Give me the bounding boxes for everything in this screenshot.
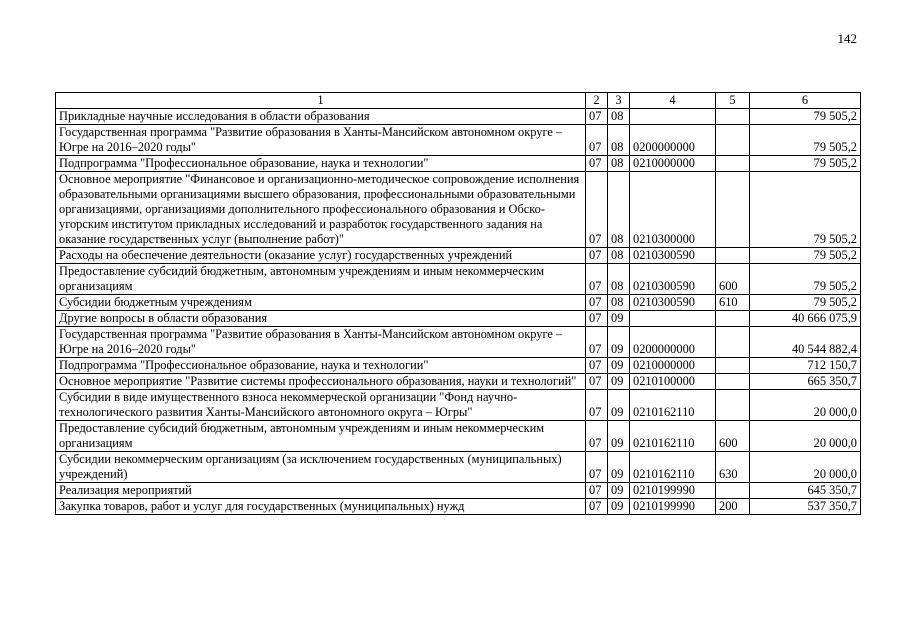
- cell-subsection: 09: [608, 499, 630, 515]
- cell-expense-type: [716, 483, 750, 499]
- cell-target-article: 0210300000: [630, 172, 716, 248]
- cell-name: Субсидии в виде имущественного взноса некоммерческой организации "Фонд научно-технологического развития Ханты-Мансийского автономного округа – Югры": [56, 390, 586, 421]
- cell-section: 07: [586, 156, 608, 172]
- cell-expense-type: 630: [716, 452, 750, 483]
- cell-target-article: [630, 109, 716, 125]
- cell-target-article: 0210162110: [630, 452, 716, 483]
- cell-expense-type: [716, 172, 750, 248]
- cell-target-article: 0210300590: [630, 295, 716, 311]
- header-cell-target-article: 4: [630, 93, 716, 109]
- cell-amount: 79 505,2: [750, 109, 861, 125]
- table-row: [56, 390, 861, 421]
- cell-amount: 20 000,0: [750, 390, 861, 421]
- cell-amount: 40 544 882,4: [750, 327, 861, 358]
- cell-subsection: 08: [608, 125, 630, 156]
- cell-subsection: 08: [608, 156, 630, 172]
- table-row: [56, 483, 861, 499]
- cell-expense-type: [716, 390, 750, 421]
- table-row: [56, 264, 861, 295]
- cell-target-article: 0210000000: [630, 156, 716, 172]
- cell-name: Расходы на обеспечение деятельности (оказание услуг) государственных учреждений: [56, 248, 586, 264]
- cell-name: Прикладные научные исследования в области образования: [56, 109, 586, 125]
- cell-expense-type: 200: [716, 499, 750, 515]
- cell-amount: 79 505,2: [750, 264, 861, 295]
- cell-expense-type: [716, 311, 750, 327]
- cell-name: Основное мероприятие "Развитие системы профессионального образования, науки и технологий": [56, 374, 586, 390]
- cell-amount: 79 505,2: [750, 172, 861, 248]
- table-row: [56, 452, 861, 483]
- table-row: [56, 421, 861, 452]
- cell-section: 07: [586, 172, 608, 248]
- table-row: [56, 374, 861, 390]
- cell-target-article: 0210100000: [630, 374, 716, 390]
- header-cell-expense-type: 5: [716, 93, 750, 109]
- cell-amount: 40 666 075,9: [750, 311, 861, 327]
- cell-name: Реализация мероприятий: [56, 483, 586, 499]
- cell-subsection: 09: [608, 452, 630, 483]
- cell-section: 07: [586, 390, 608, 421]
- cell-subsection: 09: [608, 358, 630, 374]
- cell-expense-type: [716, 327, 750, 358]
- cell-section: 07: [586, 264, 608, 295]
- cell-name: Закупка товаров, работ и услуг для государственных (муниципальных) нужд: [56, 499, 586, 515]
- cell-target-article: 0200000000: [630, 125, 716, 156]
- cell-target-article: 0210162110: [630, 421, 716, 452]
- cell-amount: 645 350,7: [750, 483, 861, 499]
- cell-subsection: 08: [608, 264, 630, 295]
- cell-expense-type: [716, 109, 750, 125]
- cell-name: Подпрограмма "Профессиональное образование, наука и технологии": [56, 358, 586, 374]
- cell-section: 07: [586, 452, 608, 483]
- table-row: [56, 125, 861, 156]
- cell-amount: 79 505,2: [750, 125, 861, 156]
- cell-subsection: 09: [608, 483, 630, 499]
- table-header-row: [56, 93, 861, 109]
- cell-amount: 79 505,2: [750, 248, 861, 264]
- header-cell-section: 2: [586, 93, 608, 109]
- cell-subsection: 09: [608, 374, 630, 390]
- cell-subsection: 09: [608, 390, 630, 421]
- cell-expense-type: [716, 374, 750, 390]
- cell-name: Другие вопросы в области образования: [56, 311, 586, 327]
- table-row: [56, 327, 861, 358]
- cell-name: Субсидии некоммерческим организациям (за исключением государственных (муниципальных) учреждений): [56, 452, 586, 483]
- table-row: [56, 248, 861, 264]
- header-cell-amount: 6: [750, 93, 861, 109]
- cell-expense-type: [716, 248, 750, 264]
- cell-amount: 665 350,7: [750, 374, 861, 390]
- cell-expense-type: 600: [716, 264, 750, 295]
- cell-section: 07: [586, 125, 608, 156]
- cell-name: Предоставление субсидий бюджетным, автономным учреждениям и иным некоммерческим организациям: [56, 264, 586, 295]
- cell-expense-type: [716, 358, 750, 374]
- cell-amount: 79 505,2: [750, 156, 861, 172]
- cell-subsection: 08: [608, 248, 630, 264]
- cell-target-article: 0200000000: [630, 327, 716, 358]
- cell-subsection: 08: [608, 172, 630, 248]
- table-row: [56, 311, 861, 327]
- cell-subsection: 09: [608, 421, 630, 452]
- cell-name: Государственная программа "Развитие образования в Ханты-Мансийском автономном округе – Югре на 2016–2020 годы": [56, 125, 586, 156]
- budget-table: [55, 92, 861, 515]
- cell-section: 07: [586, 358, 608, 374]
- cell-subsection: 09: [608, 311, 630, 327]
- cell-target-article: 0210162110: [630, 390, 716, 421]
- cell-name: Подпрограмма "Профессиональное образование, наука и технологии": [56, 156, 586, 172]
- table-row: [56, 358, 861, 374]
- cell-name: Основное мероприятие "Финансовое и организационно-методическое сопровождение исполнения образовательными организациями высшего образования, профессиональными образовательными организациями, организациями дополнительного профессионального образования и Обско-угорским институтом прикладных исследований и разработок государственного задания на оказание государственных услуг (выполнение работ)": [56, 172, 586, 248]
- table-row: [56, 295, 861, 311]
- cell-section: 07: [586, 248, 608, 264]
- page-number: 142: [837, 31, 857, 46]
- cell-section: 07: [586, 311, 608, 327]
- cell-expense-type: 610: [716, 295, 750, 311]
- cell-target-article: 0210000000: [630, 358, 716, 374]
- cell-amount: 79 505,2: [750, 295, 861, 311]
- table-row: [56, 172, 861, 248]
- cell-section: 07: [586, 109, 608, 125]
- budget-table-body: [56, 93, 861, 515]
- cell-target-article: 0210199990: [630, 483, 716, 499]
- table-row: [56, 109, 861, 125]
- cell-amount: 537 350,7: [750, 499, 861, 515]
- cell-subsection: 08: [608, 295, 630, 311]
- cell-target-article: 0210300590: [630, 248, 716, 264]
- cell-target-article: [630, 311, 716, 327]
- cell-section: 07: [586, 295, 608, 311]
- cell-target-article: 0210300590: [630, 264, 716, 295]
- cell-name: Государственная программа "Развитие образования в Ханты-Мансийском автономном округе – Югре на 2016–2020 годы": [56, 327, 586, 358]
- cell-target-article: 0210199990: [630, 499, 716, 515]
- header-cell-subsection: 3: [608, 93, 630, 109]
- table-row: [56, 499, 861, 515]
- cell-expense-type: [716, 156, 750, 172]
- header-cell-name: 1: [56, 93, 586, 109]
- cell-name: Субсидии бюджетным учреждениям: [56, 295, 586, 311]
- cell-section: 07: [586, 483, 608, 499]
- cell-section: 07: [586, 374, 608, 390]
- cell-subsection: 09: [608, 327, 630, 358]
- cell-expense-type: 600: [716, 421, 750, 452]
- cell-subsection: 08: [608, 109, 630, 125]
- cell-amount: 20 000,0: [750, 421, 861, 452]
- cell-amount: 712 150,7: [750, 358, 861, 374]
- cell-section: 07: [586, 421, 608, 452]
- table-row: [56, 156, 861, 172]
- cell-expense-type: [716, 125, 750, 156]
- cell-section: 07: [586, 327, 608, 358]
- cell-name: Предоставление субсидий бюджетным, автономным учреждениям и иным некоммерческим организациям: [56, 421, 586, 452]
- cell-section: 07: [586, 499, 608, 515]
- cell-amount: 20 000,0: [750, 452, 861, 483]
